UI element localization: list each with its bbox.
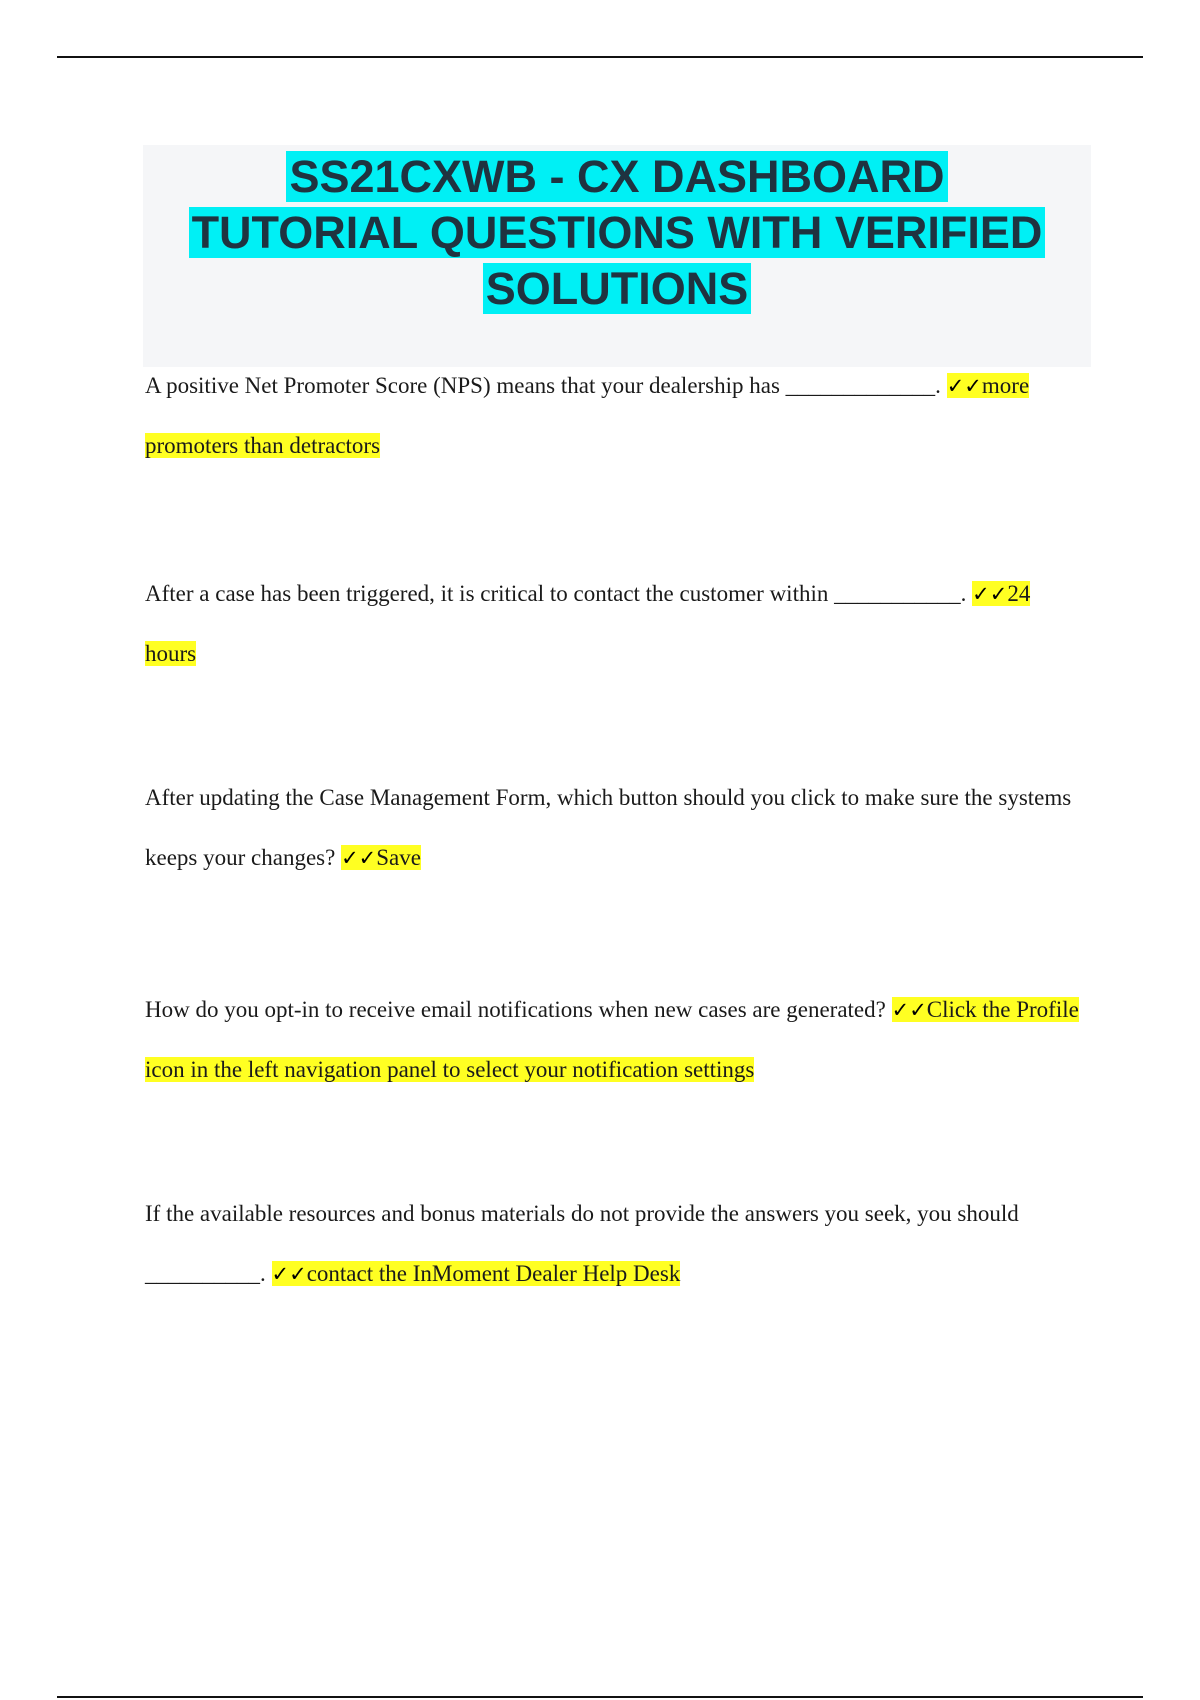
qa-item-4: [145, 980, 1085, 1100]
check-mark-icon: ✓✓: [946, 374, 982, 398]
answer-3: [341, 845, 421, 870]
bottom-rule: [57, 1696, 1143, 1698]
document-title: [143, 145, 1091, 317]
question-2: After a case has been triggered, it is critical to contact the customer within ___________.: [145, 581, 967, 606]
answer-1-text: more promoters than detractors: [145, 373, 1030, 458]
qa-item-2: [145, 564, 1085, 684]
check-mark-icon: ✓✓: [341, 846, 377, 870]
question-4: How do you opt-in to receive email notifications when new cases are generated?: [145, 997, 886, 1022]
top-rule: [57, 56, 1143, 58]
question-5: If the available resources and bonus materials do not provide the answers you seek, you should __________.: [145, 1201, 1019, 1286]
question-3: After updating the Case Management Form, which button should you click to make sure the systems keeps your changes?: [145, 785, 1072, 870]
answer-5-text: contact the InMoment Dealer Help Desk: [306, 1261, 681, 1286]
check-mark-icon: ✓✓: [271, 1262, 307, 1286]
answer-4-text: Click the Profile icon in the left navigation panel to select your notification settings: [145, 997, 1079, 1082]
question-1: A positive Net Promoter Score (NPS) means that your dealership has _____________.: [145, 373, 941, 398]
qa-item-3: [145, 768, 1085, 888]
check-mark-icon: ✓✓: [972, 582, 1008, 606]
qa-item-5: [145, 1184, 1085, 1304]
qa-item-1: [145, 356, 1085, 476]
answer-2-text: 24 hours: [145, 581, 1031, 666]
title-line-1: SS21CXWB - CX DASHBOARD: [286, 151, 947, 202]
title-line-2: TUTORIAL QUESTIONS WITH VERIFIED: [189, 207, 1046, 258]
check-mark-icon: ✓✓: [891, 998, 927, 1022]
title-line-3: SOLUTIONS: [483, 263, 752, 314]
answer-3-text: Save: [376, 845, 421, 870]
answer-5: [272, 1261, 681, 1286]
title-block: [143, 145, 1091, 367]
